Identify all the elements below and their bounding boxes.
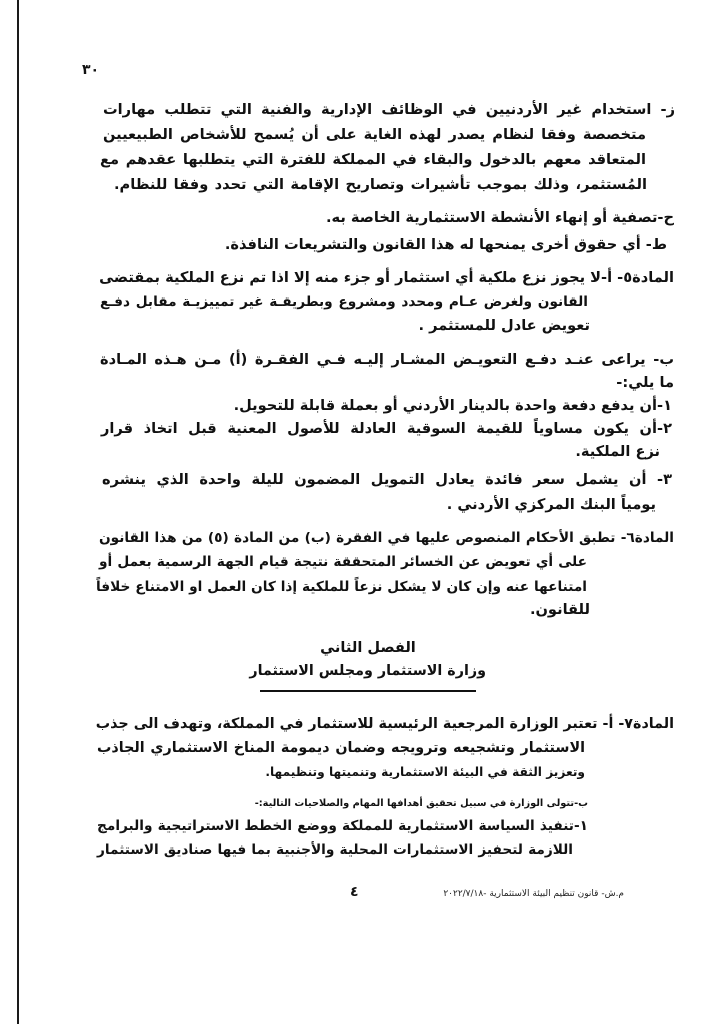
chapter-title: الفصل الثاني	[320, 639, 416, 656]
article-7b: ب-تتولى الوزارة في سبيل تحقيق أهدافها المهام والصلاحيات التالية:-	[254, 798, 588, 809]
article-5a-line: القانون ولغرض عـام ومحدد ومشروع وبطريقـة غير تمييزيـة مقابل دفـع	[100, 294, 588, 310]
article-7b-item-1-line: ١-تنفيذ السياسة الاستثمارية للمملكة ووضع الخطط الاستراتيجية والبرامج	[97, 818, 588, 834]
article-5b-item-3-line: يومياً البنك المركزي الأردني .	[446, 496, 656, 513]
footer-reference: م.ش- قانون تنظيم البيئة الاستثمارية -٢٠٢٢/٧/١٨	[443, 889, 624, 899]
article-7a-line: وتعزيز الثقة في البيئة الاستثمارية وتنميتها وتنظيمها.	[265, 765, 585, 779]
article-7a-line: الاستثمار وتشجيعه وترويجه وضمان ديمومة المناخ الاستثماري الجاذب	[97, 740, 585, 756]
article-5a-line: المادة٥- أ-لا يجوز نزع ملكية أي استثمار أو جزء منه إلا اذا تم نزع الملكية بمقتضى	[99, 269, 674, 286]
article-5a-line: تعويض عادل للمستثمر .	[418, 317, 590, 334]
article-5b-item-2-line: ٢-أن يكون مساوياً للقيمة السوقية العادلة للأصول المعنية قبل اتخاذ قرار	[101, 420, 672, 437]
para-z-line: المتعاقد معهم بالدخول والبقاء في المملكة للفترة التي يتطلبها عقدهم مع	[100, 151, 646, 168]
article-5b-line: ما يلي:-	[616, 374, 674, 391]
para-z-line: المُستثمر، وذلك بموجب تأشيرات وتصاريح الإقامة التي تحدد وفقا للنظام.	[114, 176, 647, 193]
para-z-line: ز- استخدام غير الأردنيين في الوظائف الإدارية والفنية التي تتطلب مهارات	[103, 101, 675, 118]
binding-edge-line	[17, 0, 19, 1024]
article-5b-item-2-line: نزع الملكية.	[575, 443, 660, 460]
article-5b-line: ب- يراعى عنـد دفـع التعويـض المشـار إليـه فـي الفقـرة (أ) مـن هـذه المـادة	[100, 351, 674, 368]
para-h: ح-تصفية أو إنهاء الأنشطة الاستثمارية الخاصة به.	[325, 209, 674, 226]
article-6-line: المادة٦- تطبق الأحكام المنصوص عليها في الفقرة (ب) من المادة (٥) من هذا القانون	[99, 530, 674, 546]
page-mark: ٣٠	[82, 62, 100, 78]
article-5b-item-1: ١-أن يدفع دفعة واحدة بالدينار الأردني أو بعملة قابلة للتحويل.	[233, 397, 672, 414]
article-5b-item-3-line: ٣- أن يشمل سعر فائدة يعادل التمويل المضمون لليلة واحدة الذي ينشره	[102, 471, 672, 488]
article-7b-item-1-line: اللازمة لتحفيز الاستثمارات المحلية والأجنبية بما فيها صناديق الاستثمار	[97, 842, 573, 858]
heading-underline	[260, 690, 476, 692]
article-6-line: للقانون.	[529, 601, 590, 618]
article-6-line: على أي تعويض عن الخسائر المتحققة نتيجة قيام الجهة الرسمية بعمل أو	[99, 554, 587, 570]
para-z-line: متخصصة وفقا لنظام يصدر لهذه الغاية على أن يُسمح للأشخاص الطبيعيين	[103, 126, 646, 143]
page-number: ٤	[350, 884, 359, 900]
article-7a-line: المادة٧- أ- تعتبر الوزارة المرجعية الرئيسية للاستثمار في المملكة، وتهدف الى جذب	[95, 716, 674, 732]
chapter-subtitle: وزارة الاستثمار ومجلس الاستثمار	[249, 663, 486, 679]
para-t: ط- أي حقوق أخرى يمنحها له هذا القانون والتشريعات النافذة.	[224, 236, 667, 253]
article-6-line: امتناعها عنه وإن كان لا يشكل نزعاً للملكية إذا كان العمل او الامتناع خلافاً	[96, 579, 587, 595]
